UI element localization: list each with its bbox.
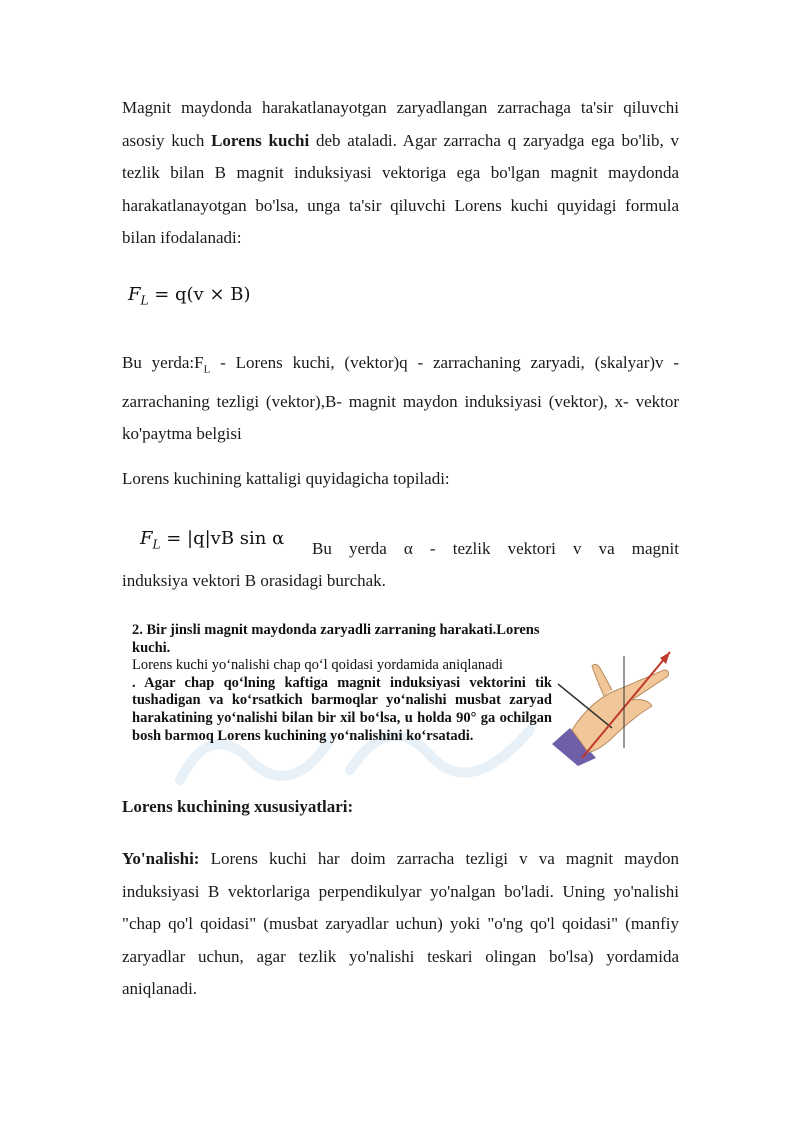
figure-caption <box>132 622 552 745</box>
definitions-paragraph <box>122 347 679 451</box>
figure-subtitle: Lorens kuchi yo‘nalishi chap qo‘l qoidasi yordamida aniqlanadi <box>132 657 503 674</box>
left-hand-rule-figure <box>122 618 682 768</box>
magnitude-intro: Lorens kuchining kattaligi quyidagicha topiladi: <box>122 469 450 488</box>
definitions-subscript: L <box>203 363 211 376</box>
figure-title: 2. Bir jinsli magnit maydonda zaryadli zarraning harakati.Lorens kuchi. <box>132 622 540 656</box>
intro-paragraph <box>122 92 679 255</box>
left-hand-illustration <box>552 648 676 766</box>
formula2-expression: = |q|vB sin α <box>166 528 285 549</box>
angle-text-line1: Bu yerda α - tezlik vektori v va magnit <box>312 539 679 558</box>
intro-text-start: Magnit maydonda harakatlanayotgan zaryadlangan zarrachaga ta'sir qiluvchi asosiy kuch <box>122 98 679 150</box>
direction-text: Lorens kuchi har doim zarracha tezligi v va magnit maydon induksiyasi B vektorlariga perpendikulyar yo'nalgan bo'ladi. Uning yo'nalishi "chap qo'l qoidasi" (musbat zaryadlar uchun) yoki "o'ng qo'l qoidasi" (manfiy zaryadlar uchun, agar tezlik yo'nalishi teskari olingan bo'lsa) yordamida aniqlanadi. <box>122 849 679 998</box>
section-heading: Lorens kuchining xususiyatlari: <box>122 797 354 816</box>
direction-paragraph <box>122 843 679 1006</box>
formula-expression: = q(v × B) <box>154 284 251 305</box>
definitions-text: - Lorens kuchi, (vektor)q - zarrachaning zaryadi, (skalyar)v - zarrachaning tezligi (vektor),B- magnit maydon induksiyasi (vektor), x- vektor ko'paytma belgisi <box>122 353 679 444</box>
vector-formula <box>128 284 251 308</box>
thumb-shape <box>592 664 612 696</box>
figure-body: . Agar chap qo‘lning kaftiga magnit induksiyasi vektorini tik tushadigan va ko‘rsatkich barmoqlar yo‘nalishi musbat zaryad harakatining yo‘nalishi bilan bir xil bo‘lsa, u holda 90° ga ochilgan bosh barmoq Lorens kuchining yo‘nalishini ko‘rsatadi. <box>132 674 552 744</box>
definitions-start: Bu yerda:F <box>122 353 204 372</box>
formula-force-symbol: F <box>128 284 141 305</box>
magnitude-formula <box>140 528 284 552</box>
formula2-subscript: L <box>152 537 161 552</box>
formula2-force-symbol: F <box>140 528 153 549</box>
lorentz-force-term: Lorens kuchi <box>211 130 310 150</box>
direction-label: Yo'nalishi: <box>122 849 200 868</box>
intro-text-end: deb ataladi. Agar zarracha q zaryadga ega bo'lib, v tezlik bilan B magnit induksiyasi vektoriga ega bo'lgan magnit maydonda harakatlanayotgan bo'lsa, unga ta'sir qiluvchi Lorens kuchi quyidagi formula bilan ifodalanadi: <box>122 130 680 247</box>
angle-text-line2: induksiya vektori B orasidagi burchak. <box>122 571 386 590</box>
formula-subscript: L <box>140 293 149 308</box>
